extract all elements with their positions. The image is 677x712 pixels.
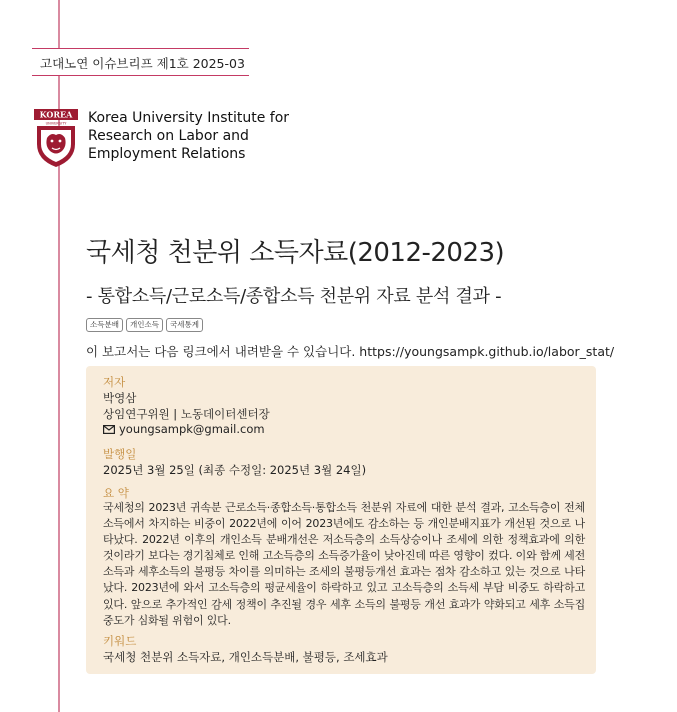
author-email[interactable]: youngsampk@gmail.com (119, 422, 265, 436)
report-title: 국세청 천분위 소득자료(2012-2023) (86, 238, 505, 268)
summary-label: 요 약 (103, 486, 129, 500)
author-email-row[interactable] (103, 422, 265, 436)
tag-tax-statistics[interactable]: 국세통계 (166, 318, 203, 332)
institute-name (88, 109, 289, 163)
institute-line-3: Employment Relations (88, 146, 246, 162)
institute-line-1: Korea University Institute for (88, 110, 290, 126)
logo-sub-text: UNIVERSITY (45, 121, 67, 126)
tag-personal-income[interactable]: 개인소득 (126, 318, 163, 332)
summary-text: 국세청의 2023년 귀속분 근로소득·종합소득·통합소득 천분위 자료에 대한 분석 결과, 고소득층이 전체 소득에서 차지하는 비중이 2022년에 이어 2023년에도 감소하는 등 개인분배지표가 개선된 것으로 나타났다. 2022년 이후의 개인소득 분배개선은 저소득층의 소득상승이나 조세에 의한 정책효과에 의한 것이라기 보다는 경기침체로 인해 고소득층의 소득증가율이 낮아진데 따른 영향이 컸다. 이와 함께 세전소득과 세후소득의 불평등 차이를 의미하는 조세의 불평등개선 효과는 점차 감소하고 있는 것으로 나타났다. 2023년에 와서 고소득층의 평균세율이 하락하고 있고 고소득층의 소득세 부담 비중도 하락하고 있다. 앞으로 추가적인 감세 정책이 추진될 경우 세후 소득의 불평등 개선 효과가 약화되고 세후 소득집중도가 심화될 위험이 있다. (103, 501, 585, 627)
series-label: 고대노연 이슈브리프 제1호 2025-03 (40, 56, 245, 71)
author-position: 상임연구위원 | 노동데이터센터장 (103, 407, 270, 421)
margin-accent-line (58, 0, 60, 712)
published-date: 2025년 3월 25일 (최종 수정일: 2025년 3월 24일) (103, 463, 367, 477)
report-subtitle: - 통합소득/근로소득/종합소득 천분위 자료 분석 결과 - (86, 286, 502, 307)
keywords-label: 키워드 (103, 634, 137, 648)
series-header (32, 48, 249, 76)
keywords-text: 국세청 천분위 소득자료, 개인소득분배, 불평등, 조세효과 (103, 650, 388, 664)
tag-list (86, 318, 203, 332)
envelope-icon (103, 425, 115, 434)
author-name: 박영삼 (103, 391, 137, 405)
logo-banner-text: KOREA (39, 109, 73, 120)
tag-income-distribution[interactable]: 소득분배 (86, 318, 123, 332)
institute-line-2: Research on Labor and (88, 128, 249, 144)
published-label: 발행일 (103, 447, 137, 461)
author-label: 저자 (103, 375, 126, 389)
info-panel (86, 366, 596, 674)
university-crest-logo (33, 108, 79, 168)
download-note[interactable]: 이 보고서는 다음 링크에서 내려받을 수 있습니다. https://youngsampk.github.io/labor_stat/ (86, 344, 615, 359)
